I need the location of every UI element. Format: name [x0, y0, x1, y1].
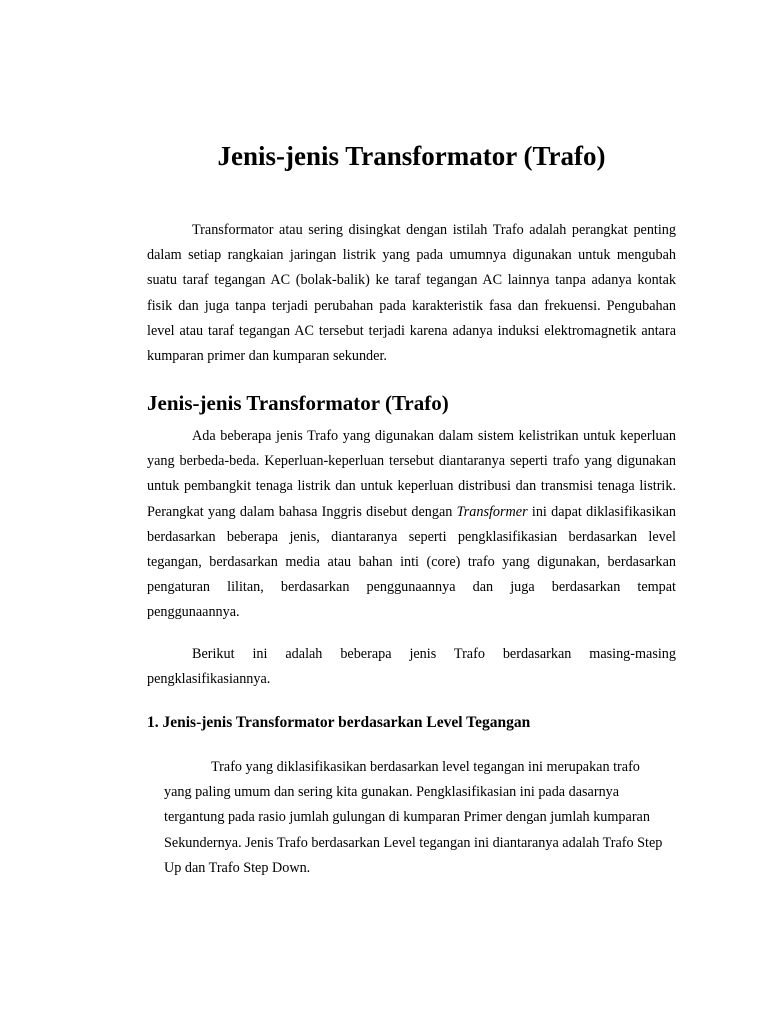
document-title: Jenis-jenis Transformator (Trafo): [217, 141, 606, 171]
subsection-paragraph: Trafo yang diklasifikasikan berdasarkan level tegangan ini merupakan trafo yang paling umum dan sering kita gunakan. Pengklasifikasian ini pada dasarnya tergantung pada rasio jumlah gulungan di kumparan Primer dengan jumlah kumparan Sekundernya. Jenis Trafo berdasarkan Level tegangan ini diantaranya adalah Trafo Step Up dan Trafo Step Down.: [164, 759, 663, 876]
subsection-heading: 1. Jenis-jenis Transformator berdasarkan Level Tegangan: [147, 714, 531, 731]
list-intro-paragraph: Berikut ini adalah beberapa jenis Trafo berdasarkan masing-masing pengklasifikasiannya.: [147, 646, 676, 688]
section-paragraph-italic-term: Transformer: [456, 503, 528, 520]
section-paragraph-text-b: ini dapat diklasifikasikan berdasarkan beberapa jenis, diantaranya seperti pengklasifikasian berdasarkan level tegangan, berdasarkan media atau bahan inti (core) trafo yang digunakan, berdasarkan pengaturan lilitan, berdasarkan penggunaannya dan juga berdasarkan tempat penggunaannya.: [147, 503, 676, 621]
section-paragraph: [147, 424, 676, 626]
section-heading: Jenis-jenis Transformator (Trafo): [147, 391, 449, 415]
intro-paragraph: Transformator atau sering disingkat dengan istilah Trafo adalah perangkat penting dalam setiap rangkaian jaringan listrik yang pada umumnya digunakan untuk mengubah suatu taraf tegangan AC (bolak-balik) ke taraf tegangan AC lainnya tanpa adanya kontak fisik dan juga tanpa terjadi perubahan pada karakteristik fasa dan frekuensi. Pengubahan level atau taraf tegangan AC tersebut terjadi karena adanya induksi elektromagnetik antara kumparan primer dan kumparan sekunder.: [147, 222, 676, 365]
section-paragraph-text-a: Ada beberapa jenis Trafo yang digunakan dalam sistem kelistrikan untuk keperluan yang berbeda-beda. Keperluan-keperluan tersebut diantaranya seperti trafo yang digunakan untuk pembangkit tenaga listrik dan untuk keperluan distribusi dan transmisi tenaga listrik. Perangkat yang dalam bahasa Inggris disebut dengan: [147, 428, 676, 520]
